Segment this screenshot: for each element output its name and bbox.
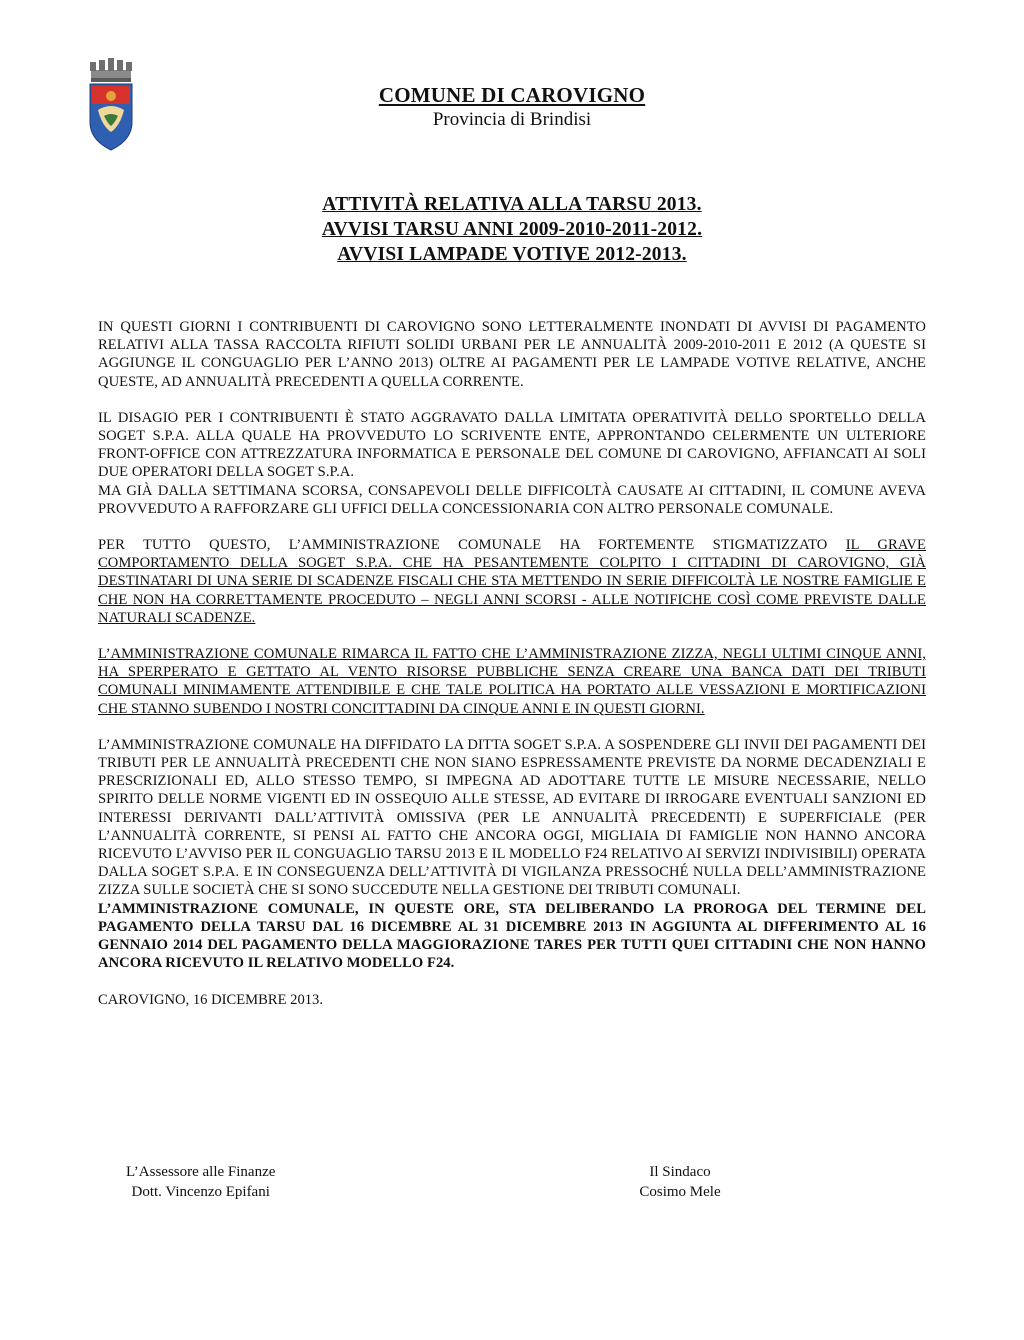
title-line-2: AVVISI TARSU ANNI 2009-2010-2011-2012.: [321, 219, 703, 240]
paragraph-1: IN QUESTI GIORNI I CONTRIBUENTI DI CAROVIGNO SONO LETTERALMENTE INONDATI DI AVVISI DI PAGAMENTO RELATIVI ALLA TASSA RACCOLTA RIFIUTI SOLIDI URBANI PER LE ANNUALITÀ 2009-2010-2011 E 2012 (A QUESTE SI AGGIUNGE IL CONGUAGLIO PER L’ANNO 2013) OLTRE AI PAGAMENTI PER LE LAMPADE VOTIVE RELATIVE, ANCHE QUESTE, AD ANNUALITÀ PRECEDENTI A QUELLA CORRENTE.: [98, 319, 926, 390]
signature-sindaco: [620, 1162, 740, 1202]
paragraph-2: IL DISAGIO PER I CONTRIBUENTI È STATO AGGRAVATO DALLA LIMITATA OPERATIVITÀ DELLO SPORTELLO DELLA SOGET S.P.A. ALLA QUALE HA PROVVEDUTO LO SCRIVENTE ENTE, APPRONTANDO CELERMENTE UN ULTERIORE FRONT-OFFICE CON ATTREZZATURA INFORMATICA E PERSONALE DEL COMUNE DI CAROVIGNO, AFFIANCATI AI SOLI DUE OPERATORI DELLA SOGET S.P.A.: [98, 409, 926, 481]
document-titles: [200, 192, 824, 267]
paragraph-7-bold: L’AMMINISTRAZIONE COMUNALE, IN QUESTE ORE, STA DELIBERANDO LA PROROGA DEL TERMINE DEL PAGAMENTO DELLA TARSU DAL 16 DICEMBRE AL 31 DICEMBRE 2013 IN AGGIUNTA AL DIFFERIMENTO AL 16 GENNAIO 2014 DEL PAGAMENTO DELLA MAGGIORAZIONE TARES PER TUTTI QUEI CITTADINI CHE NON HANNO ANCORA RICEVUTO IL RELATIVO MODELLO F24.: [98, 900, 926, 972]
coat-of-arms-icon: [86, 56, 136, 152]
signature-assessore: [126, 1162, 275, 1202]
province-subtitle: Provincia di Brindisi: [432, 109, 592, 130]
date-line: CAROVIGNO, 16 DICEMBRE 2013.: [98, 991, 323, 1008]
title-line-3: AVVISI LAMPADE VOTIVE 2012-2013.: [337, 244, 687, 265]
paragraph-5: L’AMMINISTRAZIONE COMUNALE RIMARCA IL FATTO CHE L’AMMINISTRAZIONE ZIZZA, NEGLI ULTIMI CINQUE ANNI, HA SPERPERATO E GETTATO AL VENTO RISORSE PUBBLICHE SENZA CREARE UNA BANCA DATI DEI TRIBUTI COMUNALI MINIMAMENTE ATTENDIBILE E CHE TALE POLITICA HA PORTATO ALLE VESSAZIONI E MORTIFICAZIONI CHE STANNO SUBENDO I NOSTRI CONCITTADINI DA CINQUE ANNI E IN QUESTI GIORNI.: [98, 646, 926, 717]
paragraph-6: L’AMMINISTRAZIONE COMUNALE HA DIFFIDATO LA DITTA SOGET S.P.A. A SOSPENDERE GLI INVII DEI PAGAMENTI DEI TRIBUTI PER LE ANNUALITÀ PRECEDENTI CHE NON SIANO ESPRESSAMENTE PREVISTE DA NORME DECADENZIALI E PRESCRIZIONALI ED, ALLO STESSO TEMPO, SI IMPEGNA AD ADOTTARE TUTTE LE MISURE NECESSARIE, NELLO SPIRITO DELLE NORME VIGENTI ED IN OSSEQUIO ALLE STESSE, AD EVITARE DI IRROGARE EVENTUALI SANZIONI ED INTERESSI DERIVANTI DALL’ATTIVITÀ OMISSIVA (PER LE ANNUALITÀ PRECEDENTI) E SUPERFICIALE (PER L’ANNUALITÀ CORRENTE, SI PENSI AL FATTO CHE ANCORA OGGI, MIGLIAIA DI FAMIGLIE NON HANNO ANCORA RICEVUTO L’AVVISO PER IL CONGUAGLIO TARSU 2013 E IL MODELLO F24 RELATIVO AI SERVIZI INDIVISIBILI) OPERATA DALLA SOGET S.P.A. E IN CONSEGUENZA DELL’ATTIVITÀ DI VIGILANZA PRESSOCHÉ NULLA DELL’AMMINISTRAZIONE ZIZZA SULLE SOCIETÀ CHE SI SONO SUCCEDUTE NELLA GESTIONE DEI TRIBUTI COMUNALI.: [98, 736, 926, 899]
header: [300, 82, 724, 132]
document-body: [98, 318, 926, 1009]
title-line-1: ATTIVITÀ RELATIVA ALLA TARSU 2013.: [322, 194, 702, 215]
paragraph-4-underlined: IL GRAVE COMPORTAMENTO DELLA SOGET S.P.A. CHE HA PESANTEMENTE COLPITO I CITTADINI DI CAROVIGNO, GIÀ DESTINATARI DI UNA SERIE DI SCADENZE FISCALI CHE STA METTENDO IN SERIE DIFFICOLTÀ LE NOSTRE FAMIGLIE E CHE NON HA CORRETTAMENTE PROCEDUTO – NEGLI ANNI SCORSI - ALLE NOTIFICHE COSÌ COME PREVISTE DALLE NATURALI SCADENZE.: [98, 537, 926, 626]
municipality-title: COMUNE DI CAROVIGNO: [378, 83, 646, 107]
paragraph-3: MA GIÀ DALLA SETTIMANA SCORSA, CONSAPEVOLI DELLE DIFFICOLTÀ CAUSATE AI CITTADINI, IL COMUNE AVEVA PROVVEDUTO A RAFFORZARE GLI UFFICI DELLA CONCESSIONARIA CON ALTRO PERSONALE COMUNALE.: [98, 482, 926, 517]
sindaco-role: Il Sindaco: [649, 1164, 711, 1180]
assessore-name: Dott. Vincenzo Epifani: [131, 1184, 270, 1200]
assessore-role: L’Assessore alle Finanze: [126, 1164, 276, 1180]
paragraph-4-plain: PER TUTTO QUESTO, L’AMMINISTRAZIONE COMUNALE HA FORTEMENTE STIGMATIZZATO: [98, 537, 846, 554]
paragraph-4: [98, 536, 926, 627]
crown-icon: [90, 58, 132, 82]
sindaco-name: Cosimo Mele: [639, 1184, 721, 1200]
